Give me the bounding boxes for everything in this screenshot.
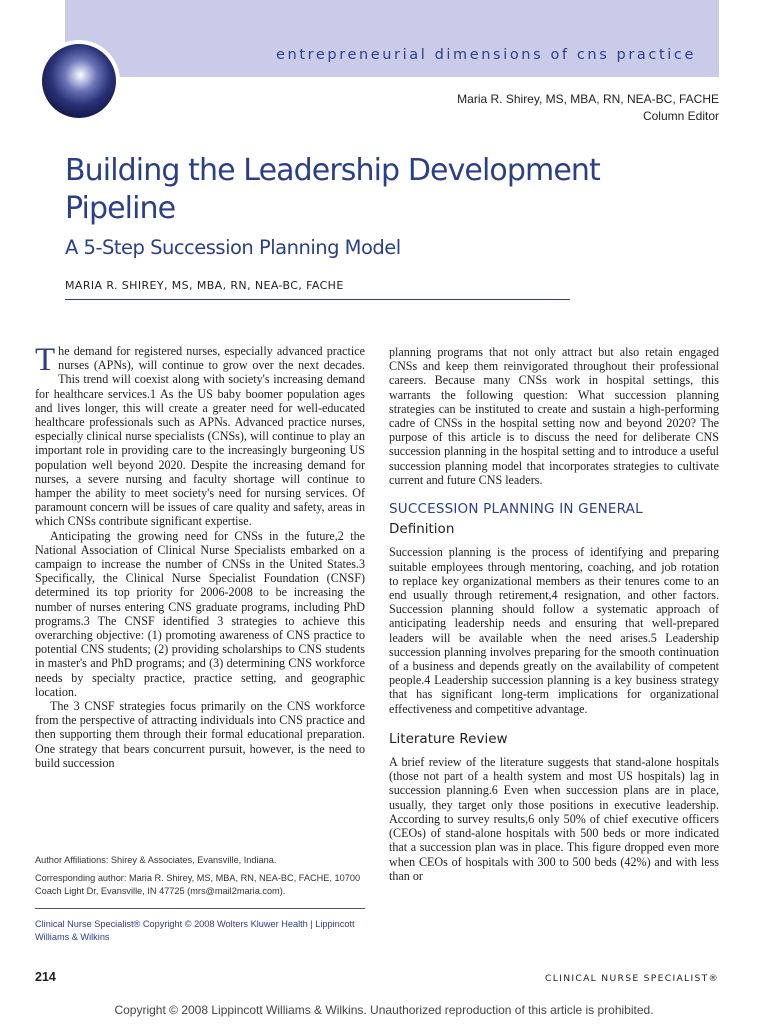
paragraph-text: he demand for registered nurses, especially advanced practice nurses (APNs), will continue to grow over the next decades. This trend will coexist along with society's increasing demand for healthcare services.1 As the US baby boomer population ages and lives longer, this will create a greater need for well-educated healthcare professionals such as APNs. Advanced practice nurses, especially clinical nurse specialists (CNSs), will continue to play an important role in providing care to the increasingly burgeoning US population well beyond 2020. Despite the increasing demand for nurses, a severe nursing and faculty shortage will continue to hamper the ability to meet society's need for nursing services. Of paramount concern will be issues of care quality and safety, areas in which CNSs contribute significant expertise. bbox=[35, 344, 365, 529]
author-affiliations bbox=[35, 854, 365, 903]
journal-name: CLINICAL NURSE SPECIALIST® bbox=[545, 973, 719, 984]
affiliation-divider bbox=[35, 908, 365, 909]
subsection-heading-definition: Definition bbox=[389, 521, 455, 538]
left-column bbox=[35, 344, 365, 770]
article-subtitle: A 5-Step Succession Planning Model bbox=[65, 236, 401, 259]
title-divider bbox=[65, 299, 570, 300]
copyright-notice: Copyright © 2008 Lippincott Williams & Wilkins. Unauthorized reproduction of this article is prohibited. bbox=[114, 1003, 654, 1017]
subsection-heading-literature: Literature Review bbox=[389, 730, 508, 747]
page-number: 214 bbox=[35, 970, 56, 984]
paragraph-cnsf: Anticipating the growing need for CNSs in the future,2 the National Association of Clinical Nurse Specialists embarked on a campaign to increase the number of CNSs in the United States.3 Specifically, the Clinical Nurse Specialist Foundation (CNSF) determined its top priority for 2006-2008 to be increasing the number of nurses entering CNS graduate programs, including PhD programs.3 The CNSF identified 3 strategies to achieve this overarching objective: (1) promoting awareness of CNS practice to potential CNS students; (2) providing scholarships to CNS students in master's and PhD programs; and (3) determining CNS workforce needs by specialty practice, practice setting, and geographic location. bbox=[35, 528, 365, 699]
article-author: MARIA R. SHIREY, MS, MBA, RN, NEA-BC, FACHE bbox=[65, 279, 344, 292]
affiliation-line: Author Affiliations: Shirey & Associates, Evansville, Indiana. bbox=[35, 855, 277, 865]
paragraph-intro bbox=[35, 344, 365, 529]
byline-name: Maria R. Shirey, MS, MBA, RN, NEA-BC, FACHE bbox=[457, 92, 719, 106]
paragraph-definition: Succession planning is the process of identifying and preparing suitable employees through mentoring, coaching, and job rotation to replace key organizational members as their tenures come to an end usually through retirement,4 resignation, and other factors. Succession planning should follow a systematic approach of anticipating leadership needs and ensuring that well-prepared leaders will be available when the need arises.5 Leadership succession planning involves preparing for the smooth continuation of a business and depends greatly on the availability of competent people.4 Leadership succession planning is a key business strategy that has significant long-term implications for organizational effectiveness and competitive advantage. bbox=[389, 545, 719, 716]
column-editor-byline bbox=[457, 91, 719, 125]
header-band bbox=[65, 0, 719, 77]
corresponding-author: Corresponding author: Maria R. Shirey, MS, MBA, RN, NEA-BC, FACHE, 10700 Coach Light Dr, Evansville, IN 47725 (mrs@mail2maria.com). bbox=[35, 873, 361, 896]
article-title: Building the Leadership Development Pipeline bbox=[65, 153, 600, 226]
paragraph-continued: planning programs that not only attract but also retain engaged CNSs and keep them reinvigorated throughout their professional careers. Because many CNSs work in hospital settings, this warrants the following question: What succession planning strategies can be instituted to create and sustain a high-performing cadre of CNSs in the hospital setting now and beyond 2020? The purpose of this article is to discuss the need for deliberate CNS succession planning in the hospital setting and to introduce a useful succession planning model that incorporates strategies to cultivate current and future CNS leaders. bbox=[389, 345, 719, 487]
department-title: entrepreneurial dimensions of cns practice bbox=[276, 47, 696, 63]
journal-copyright: Clinical Nurse Specialist® Copyright © 2008 Wolters Kluwer Health | Lippincott Williams & Wilkins bbox=[35, 919, 355, 942]
sphere-logo-icon bbox=[38, 40, 120, 122]
paragraph-literature: A brief review of the literature suggests that stand-alone hospitals (those not part of a health system and most US hospitals) lag in succession planning.6 Even when succession plans are in place, usually, they target only those positions in executive leadership. According to survey results,6 only 50% of chief executive officers (CEOs) of stand-alone hospitals with 500 beds or more indicated that a succession plan was in place. This figure dropped even more when CEOs of hospitals with 300 to 500 beds (42%) and with less than or bbox=[389, 755, 719, 883]
byline-role: Column Editor bbox=[642, 109, 719, 123]
right-column bbox=[389, 345, 719, 883]
drop-cap: T bbox=[35, 342, 56, 378]
section-heading: SUCCESSION PLANNING IN GENERAL bbox=[389, 501, 643, 518]
paragraph-strategies: The 3 CNSF strategies focus primarily on the CNS workforce from the perspective of attracting individuals into CNS practice and then supporting them through their formal educational preparation. One strategy that bears concurrent pursuit, however, is the need to build succession bbox=[35, 699, 365, 770]
